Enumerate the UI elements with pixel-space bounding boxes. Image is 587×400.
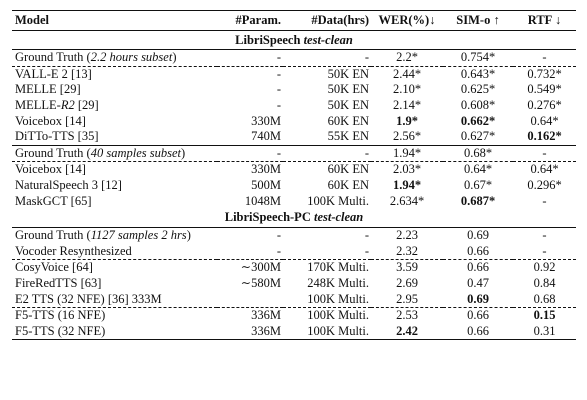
table-row	[12, 50, 576, 67]
model-name: Voicebox [14]	[15, 113, 86, 128]
cell-data	[283, 145, 371, 162]
table-row	[12, 276, 576, 292]
cell-model	[12, 291, 217, 307]
cell-data-value: 100K Multi.	[307, 323, 369, 338]
cell-wer	[371, 50, 443, 67]
cell-wer-value: 2.10*	[392, 82, 422, 97]
cell-rtf	[513, 276, 576, 292]
cell-params-value: -	[276, 228, 281, 243]
cell-wer	[371, 66, 443, 82]
cell-rtf	[513, 162, 576, 178]
cell-wer-value: 1.94*	[392, 178, 422, 193]
model-name: MELLE-	[15, 98, 61, 113]
model-name-italic: R2	[60, 98, 75, 113]
cell-sim	[443, 307, 513, 323]
cell-sim-value: 0.608*	[460, 98, 496, 113]
cell-data	[283, 178, 371, 194]
model-name-tail: )	[172, 50, 177, 65]
cell-params	[217, 193, 283, 209]
cell-wer	[371, 260, 443, 276]
model-name-italic: 2.2 hours subset	[90, 50, 173, 65]
cell-sim-value: 0.64*	[463, 162, 493, 177]
cell-rtf-value: 0.15	[533, 308, 556, 323]
cell-rtf-value: 0.92	[533, 260, 556, 275]
cell-params	[217, 244, 283, 260]
cell-model	[12, 276, 217, 292]
cell-data	[283, 260, 371, 276]
cell-sim	[443, 178, 513, 194]
cell-sim-value: 0.687*	[460, 193, 496, 208]
cell-data-value: -	[364, 145, 369, 160]
cell-data	[283, 276, 371, 292]
cell-rtf-value: 0.162*	[527, 129, 562, 144]
section-title-text: LibriSpeech-PC	[224, 210, 314, 225]
cell-rtf	[513, 82, 576, 98]
model-name: Vocoder Resynthesized	[15, 243, 132, 258]
cell-params-value: 1048M	[244, 193, 281, 208]
model-name: Ground Truth (	[15, 228, 91, 243]
cell-data	[283, 227, 371, 243]
section-header-row	[12, 209, 576, 228]
model-name-tail: )	[181, 145, 186, 160]
cell-data-value: 248K Multi.	[307, 276, 369, 291]
cell-sim-value: 0.67*	[463, 178, 493, 193]
cell-data	[283, 162, 371, 178]
cell-rtf-value: 0.549*	[527, 82, 562, 97]
cell-data	[283, 50, 371, 67]
cell-rtf-value: -	[542, 193, 547, 208]
cell-sim	[443, 162, 513, 178]
cell-sim-value: 0.47	[467, 276, 489, 291]
table-row	[12, 113, 576, 129]
cell-data	[283, 291, 371, 307]
cell-model	[12, 162, 217, 178]
cell-rtf	[513, 145, 576, 162]
cell-data	[283, 98, 371, 114]
cell-params-value: 500M	[251, 178, 281, 193]
cell-params-value: -	[276, 243, 281, 258]
cell-wer-value: 1.94*	[392, 145, 422, 160]
cell-wer-value: 2.95	[396, 291, 418, 306]
cell-model	[12, 145, 217, 162]
cell-params	[217, 291, 283, 307]
cell-rtf	[513, 291, 576, 307]
cell-params	[217, 129, 283, 145]
cell-wer	[371, 227, 443, 243]
cell-rtf	[513, 260, 576, 276]
model-name: Voicebox [14]	[15, 162, 86, 177]
cell-wer-value: 1.9*	[396, 113, 418, 128]
cell-data	[283, 82, 371, 98]
table-row	[12, 178, 576, 194]
cell-data-value: 50K EN	[327, 82, 369, 97]
cell-params-value: -	[276, 98, 281, 113]
cell-sim-value: 0.643*	[460, 66, 496, 81]
cell-sim-value: 0.754*	[460, 50, 496, 65]
cell-sim-value: 0.66	[467, 323, 489, 338]
cell-rtf-value: -	[542, 145, 547, 160]
cell-rtf-value: 0.64*	[530, 113, 559, 128]
header-data: #Data(hrs)	[283, 11, 371, 31]
cell-params	[217, 276, 283, 292]
table-row	[12, 162, 576, 178]
cell-params	[217, 98, 283, 114]
model-name: MaskGCT [65]	[15, 193, 92, 208]
section-title-italic: test-clean	[303, 32, 353, 47]
cell-params	[217, 145, 283, 162]
cell-wer	[371, 98, 443, 114]
model-name: CosyVoice [64]	[15, 260, 93, 275]
cell-wer-value: 2.14*	[392, 98, 422, 113]
table-row	[12, 324, 576, 340]
cell-model	[12, 227, 217, 243]
cell-params-value: 330M	[251, 162, 281, 177]
cell-sim	[443, 113, 513, 129]
header-rtf: RTF ↓	[513, 11, 576, 31]
cell-sim-value: 0.69	[467, 228, 489, 243]
cell-wer-value: 3.59	[396, 260, 418, 275]
cell-data	[283, 129, 371, 145]
model-name-italic: 1127 samples 2 hrs	[90, 228, 187, 243]
table-row	[12, 307, 576, 323]
cell-rtf-value: 0.31	[533, 323, 556, 338]
table-row	[12, 260, 576, 276]
cell-rtf-value: 0.296*	[527, 178, 562, 193]
cell-params-value: 336M	[251, 323, 281, 338]
cell-rtf-value: -	[542, 50, 547, 65]
cell-wer-value: 2.03*	[392, 162, 422, 177]
cell-params	[217, 227, 283, 243]
cell-sim	[443, 324, 513, 340]
cell-sim	[443, 227, 513, 243]
cell-sim	[443, 145, 513, 162]
cell-wer-value: 2.42	[396, 323, 418, 338]
cell-model	[12, 98, 217, 114]
cell-sim-value: 0.662*	[460, 113, 496, 128]
cell-params	[217, 113, 283, 129]
results-table	[12, 10, 576, 340]
section-title	[12, 209, 576, 228]
cell-params-value: ∼300M	[240, 260, 281, 275]
cell-model	[12, 129, 217, 145]
cell-wer-value: 2.32	[396, 243, 418, 258]
cell-params-value: -	[276, 82, 281, 97]
cell-params	[217, 260, 283, 276]
results-table-container	[12, 10, 576, 340]
model-name: MELLE [29]	[15, 82, 81, 97]
cell-wer	[371, 193, 443, 209]
table-header-row	[12, 11, 576, 31]
table-row	[12, 227, 576, 243]
cell-sim-value: 0.68*	[463, 145, 493, 160]
cell-rtf	[513, 227, 576, 243]
cell-rtf-value: 0.732*	[527, 66, 562, 81]
cell-wer-value: 2.44*	[392, 66, 422, 81]
cell-model	[12, 66, 217, 82]
header-params: #Param.	[217, 11, 283, 31]
cell-model	[12, 82, 217, 98]
cell-sim	[443, 260, 513, 276]
cell-sim	[443, 129, 513, 145]
cell-wer-value: 2.56*	[392, 129, 422, 144]
cell-sim-value: 0.69	[467, 291, 489, 306]
cell-rtf	[513, 66, 576, 82]
cell-sim-value: 0.627*	[460, 129, 496, 144]
cell-params-value: 330M	[251, 113, 281, 128]
section-title-italic: test-clean	[313, 210, 364, 225]
model-name: Ground Truth (	[15, 50, 91, 65]
table-row	[12, 291, 576, 307]
cell-rtf-value: 0.68	[533, 291, 556, 306]
cell-data-value: 60K EN	[327, 162, 369, 177]
table-row	[12, 66, 576, 82]
cell-params	[217, 307, 283, 323]
cell-sim	[443, 50, 513, 67]
cell-wer	[371, 82, 443, 98]
cell-wer-value: 2.53	[396, 308, 418, 323]
cell-wer	[371, 162, 443, 178]
cell-params-value: ∼580M	[240, 276, 281, 291]
cell-data	[283, 324, 371, 340]
cell-sim-value: 0.625*	[460, 82, 496, 97]
cell-sim	[443, 66, 513, 82]
cell-wer-value: 2.634*	[389, 193, 425, 208]
cell-data-value: 170K Multi.	[307, 260, 369, 275]
cell-rtf	[513, 193, 576, 209]
cell-data-value: 60K EN	[327, 113, 369, 128]
cell-sim-value: 0.66	[467, 308, 489, 323]
cell-params-value: 336M	[251, 308, 281, 323]
cell-data-value: 50K EN	[327, 66, 369, 81]
cell-wer	[371, 178, 443, 194]
cell-params-value: 740M	[251, 129, 281, 144]
section-header-row	[12, 31, 576, 50]
cell-model	[12, 324, 217, 340]
table-body	[12, 31, 576, 340]
table-row	[12, 98, 576, 114]
model-name: FireRedTTS [63]	[15, 276, 102, 291]
cell-model	[12, 244, 217, 260]
cell-sim-value: 0.66	[467, 243, 489, 258]
section-title-text: LibriSpeech	[235, 32, 304, 47]
cell-data-value: 100K Multi.	[307, 291, 369, 306]
cell-params	[217, 66, 283, 82]
model-name: F5-TTS (32 NFE)	[15, 323, 106, 338]
table-row	[12, 82, 576, 98]
cell-model	[12, 307, 217, 323]
cell-sim	[443, 276, 513, 292]
cell-rtf-value: -	[542, 243, 547, 258]
cell-wer	[371, 291, 443, 307]
cell-wer	[371, 307, 443, 323]
cell-model	[12, 193, 217, 209]
cell-rtf	[513, 50, 576, 67]
cell-data-value: 60K EN	[327, 178, 369, 193]
cell-sim	[443, 98, 513, 114]
cell-rtf-value: 0.84	[533, 276, 556, 291]
model-name-tail: )	[186, 228, 191, 243]
cell-params	[217, 50, 283, 67]
cell-params-value: -	[276, 66, 281, 81]
cell-model	[12, 178, 217, 194]
cell-rtf	[513, 113, 576, 129]
table-row	[12, 145, 576, 162]
cell-data-value: -	[364, 50, 369, 65]
cell-wer-value: 2.2*	[396, 50, 418, 65]
cell-rtf	[513, 244, 576, 260]
cell-rtf	[513, 178, 576, 194]
cell-data-value: -	[364, 228, 369, 243]
cell-data-value: 55K EN	[327, 129, 369, 144]
model-name: F5-TTS (16 NFE)	[15, 308, 106, 323]
cell-wer	[371, 324, 443, 340]
model-name: Ground Truth (	[15, 145, 91, 160]
cell-data-value: 100K Multi.	[307, 193, 369, 208]
cell-sim-value: 0.66	[467, 260, 489, 275]
cell-data	[283, 113, 371, 129]
cell-wer	[371, 129, 443, 145]
cell-sim	[443, 82, 513, 98]
cell-rtf-value: 0.64*	[530, 162, 559, 177]
cell-sim	[443, 193, 513, 209]
table-row	[12, 244, 576, 260]
cell-rtf-value: -	[542, 228, 547, 243]
model-name: VALL-E 2 [13]	[15, 66, 92, 81]
cell-model	[12, 260, 217, 276]
model-name: NaturalSpeech 3 [12]	[15, 178, 122, 193]
cell-model	[12, 50, 217, 67]
table-row	[12, 193, 576, 209]
section-title	[12, 31, 576, 50]
header-sim: SIM-o ↑	[443, 11, 513, 31]
cell-rtf-value: 0.276*	[527, 98, 562, 113]
cell-rtf	[513, 129, 576, 145]
cell-data-value: -	[364, 243, 369, 258]
cell-data	[283, 66, 371, 82]
cell-params-value: -	[276, 50, 281, 65]
cell-params-value: -	[276, 145, 281, 160]
cell-rtf	[513, 324, 576, 340]
cell-data-value: 100K Multi.	[307, 308, 369, 323]
cell-model	[12, 113, 217, 129]
cell-wer	[371, 145, 443, 162]
cell-wer	[371, 244, 443, 260]
header-model: Model	[12, 11, 217, 31]
cell-params	[217, 82, 283, 98]
model-name-tail: [29]	[74, 98, 99, 113]
cell-rtf	[513, 98, 576, 114]
cell-wer-value: 2.23	[396, 228, 418, 243]
cell-params	[217, 178, 283, 194]
cell-rtf	[513, 307, 576, 323]
cell-sim	[443, 291, 513, 307]
cell-data	[283, 307, 371, 323]
model-name-italic: 40 samples subset	[90, 145, 181, 160]
cell-params	[217, 162, 283, 178]
cell-sim	[443, 244, 513, 260]
table-row	[12, 129, 576, 145]
cell-wer	[371, 276, 443, 292]
cell-data	[283, 244, 371, 260]
header-wer: WER(%)↓	[371, 11, 443, 31]
cell-data	[283, 193, 371, 209]
cell-wer-value: 2.69	[396, 276, 418, 291]
cell-params	[217, 324, 283, 340]
model-name: E2 TTS (32 NFE) [36] 333M	[15, 291, 162, 306]
cell-wer	[371, 113, 443, 129]
cell-data-value: 50K EN	[327, 98, 369, 113]
model-name: DiTTo-TTS [35]	[15, 129, 99, 144]
